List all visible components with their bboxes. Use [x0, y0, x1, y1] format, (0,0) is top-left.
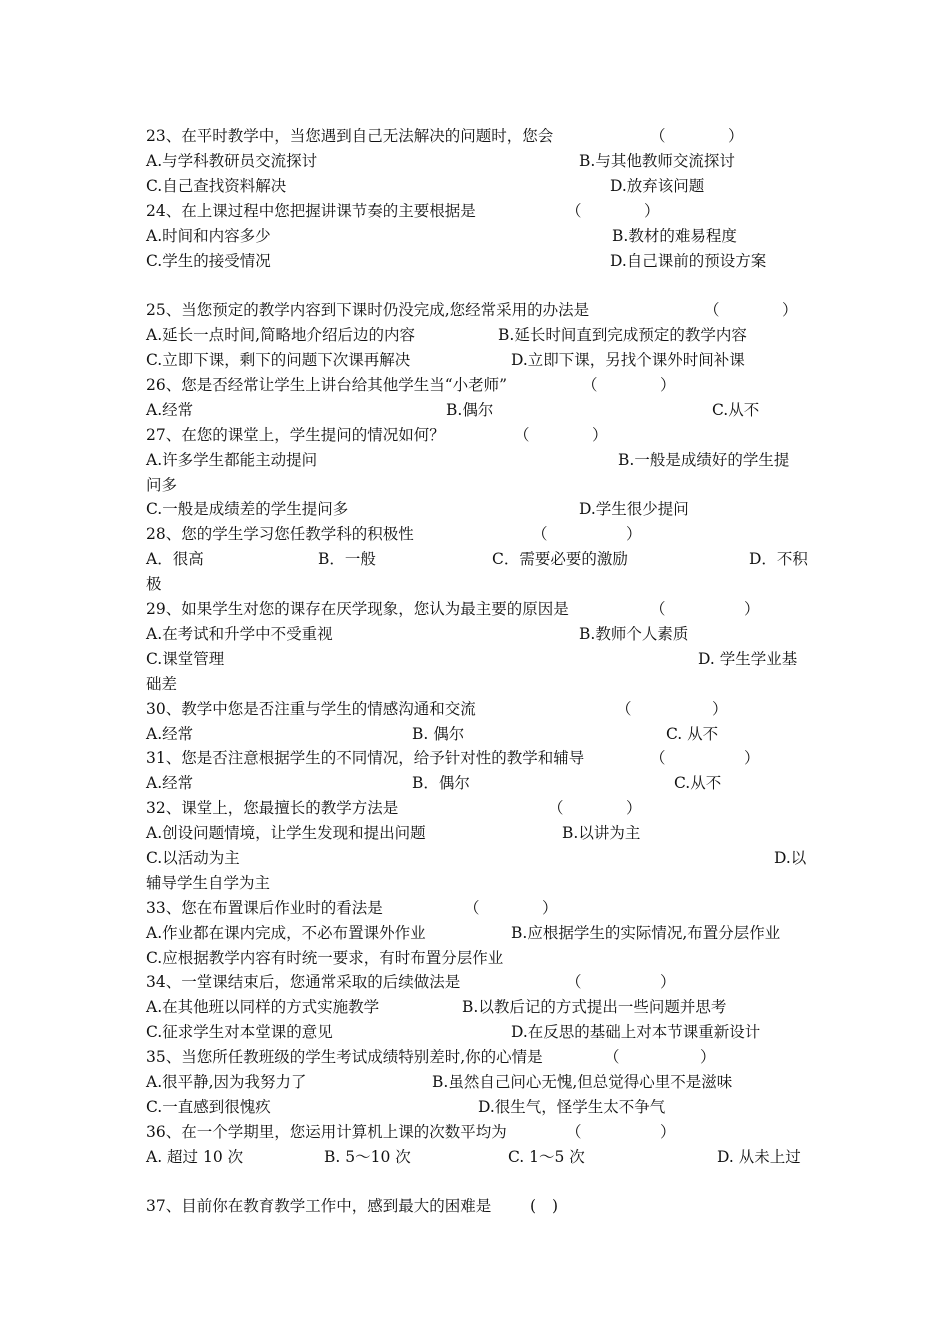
text-line-16: ） [782, 301, 798, 319]
text-line-37: ） [626, 525, 642, 543]
text-line-45: ） [744, 600, 760, 618]
text-line-28: （ [514, 426, 530, 444]
text-line-4: B.与其他教师交流探讨 [579, 152, 735, 170]
text-line-2: ） [728, 127, 744, 145]
text-line-8: （ [566, 202, 582, 220]
text-line-80: A.在其他班以同样的方式实施教学 [146, 998, 380, 1016]
text-line-61: B．偶尔 [412, 774, 470, 792]
text-line-35: 28、您的学生学习您任教学科的积极性 [146, 525, 414, 543]
text-line-95: B. 5～10 次 [324, 1148, 411, 1166]
text-line-67: B.以讲为主 [562, 824, 641, 842]
text-line-36: （ [532, 525, 548, 543]
text-line-19: C.立即下课，剩下的问题下次课再解决 [146, 351, 411, 369]
text-line-39: B．一般 [318, 550, 376, 568]
text-line-27: 27、在您的课堂上，学生提问的情况如何？ [146, 426, 445, 444]
text-line-40: C．需要必要的激励 [492, 550, 628, 568]
text-line-10: A.时间和内容多少 [146, 227, 271, 245]
text-line-34: D.学生很少提问 [579, 500, 689, 518]
text-line-76: C.应根据教学内容有时统一要求，有时布置分层作业 [146, 949, 504, 967]
text-line-63: 32、课堂上，您最擅长的教学方法是 [146, 799, 399, 817]
text-line-75: B.应根据学生的实际情况,布置分层作业 [511, 924, 781, 942]
text-line-84: 35、当您所任教班级的学生考试成绩特别差时,你的心情是 [146, 1048, 543, 1066]
text-line-57: 31、您是否注意根据学生的不同情况，给予针对性的教学和辅导 [146, 749, 585, 767]
text-line-83: D.在反思的基础上对本节课重新设计 [511, 1023, 761, 1041]
text-line-60: A.经常 [146, 774, 194, 792]
text-line-14: 25、当您预定的教学内容到下课时仍没完成,您经常采用的办法是 [146, 301, 590, 319]
text-line-79: ） [660, 973, 676, 991]
text-line-30: A.许多学生都能主动提问 [146, 451, 318, 469]
text-line-3: A.与学科教研员交流探讨 [146, 152, 318, 170]
text-line-13: D.自己课前的预设方案 [610, 252, 767, 270]
text-line-55: B. 偶尔 [412, 725, 465, 743]
text-line-29: ） [592, 426, 608, 444]
text-line-53: ） [712, 700, 728, 718]
text-line-73: ） [542, 899, 558, 917]
text-line-23: ） [660, 376, 676, 394]
text-line-11: B.教材的难易程度 [612, 227, 737, 245]
text-line-31: B.一般是成绩好的学生提 [618, 451, 790, 469]
text-line-94: A. 超过 10 次 [146, 1148, 244, 1166]
text-line-48: C.课堂管理 [146, 650, 225, 668]
text-line-70: 辅导学生自学为主 [146, 874, 271, 892]
text-line-100: ) [552, 1197, 559, 1215]
text-line-1: （ [650, 127, 666, 145]
text-line-71: 33、您在布置课后作业时的看法是 [146, 899, 383, 917]
text-line-17: A.延长一点时间,简略地介绍后边的内容 [146, 326, 416, 344]
text-line-90: D.很生气，怪学生太不争气 [478, 1098, 666, 1116]
text-line-98: 37、目前你在教育教学工作中，感到最大的困难是 [146, 1197, 492, 1215]
text-line-86: ） [700, 1048, 716, 1066]
text-line-64: （ [548, 799, 564, 817]
text-line-89: C.一直感到很愧疚 [146, 1098, 271, 1116]
text-line-54: A.经常 [146, 725, 194, 743]
text-line-99: ( [530, 1197, 537, 1215]
text-line-21: 26、您是否经常让学生上讲台给其他学生当“小老师” [146, 376, 508, 394]
text-line-26: C.从不 [712, 401, 760, 419]
text-line-41: D．不积 [749, 550, 808, 568]
text-line-65: ） [626, 799, 642, 817]
text-line-33: C.一般是成绩差的学生提问多 [146, 500, 349, 518]
text-line-78: （ [566, 973, 582, 991]
text-line-97: D. 从未上过 [717, 1148, 801, 1166]
text-line-7: 24、在上课过程中您把握讲课节奏的主要根据是 [146, 202, 476, 220]
text-line-69: D.以 [774, 849, 807, 867]
text-line-77: 34、一堂课结束后，您通常采取的后续做法是 [146, 973, 461, 991]
text-line-43: 29、如果学生对您的课存在厌学现象，您认为最主要的原因是 [146, 600, 569, 618]
text-line-46: A.在考试和升学中不受重视 [146, 625, 333, 643]
text-line-6: D.放弃该问题 [610, 177, 705, 195]
text-line-24: A.经常 [146, 401, 194, 419]
text-line-62: C.从不 [674, 774, 722, 792]
text-line-91: 36、在一个学期里，您运用计算机上课的次数平均为 [146, 1123, 507, 1141]
text-line-51: 30、教学中您是否注重与学生的情感沟通和交流 [146, 700, 476, 718]
text-line-49: D. 学生学业基 [698, 650, 798, 668]
text-line-72: （ [464, 899, 480, 917]
text-line-9: ） [644, 202, 660, 220]
text-line-12: C.学生的接受情况 [146, 252, 271, 270]
text-line-81: B.以教后记的方式提出一些问题并思考 [462, 998, 727, 1016]
text-line-22: （ [582, 376, 598, 394]
text-line-56: C. 从不 [666, 725, 719, 743]
text-line-92: （ [566, 1123, 582, 1141]
text-line-5: C.自己查找资料解决 [146, 177, 287, 195]
text-line-66: A.创设问题情境，让学生发现和提出问题 [146, 824, 426, 842]
text-line-58: （ [650, 749, 666, 767]
text-line-38: A．很高 [146, 550, 204, 568]
text-line-15: （ [704, 301, 720, 319]
text-line-88: B.虽然自己问心无愧,但总觉得心里不是滋味 [432, 1073, 733, 1091]
text-line-44: （ [650, 600, 666, 618]
text-line-82: C.征求学生对本堂课的意见 [146, 1023, 333, 1041]
text-line-25: B.偶尔 [446, 401, 494, 419]
text-line-47: B.教师个人素质 [579, 625, 689, 643]
text-line-32: 问多 [146, 476, 178, 494]
text-line-74: A.作业都在课内完成，不必布置课外作业 [146, 924, 426, 942]
text-line-68: C.以活动为主 [146, 849, 240, 867]
text-line-52: （ [616, 700, 632, 718]
text-line-85: （ [604, 1048, 620, 1066]
text-line-50: 础差 [146, 675, 178, 693]
text-line-87: A.很平静,因为我努力了 [146, 1073, 307, 1091]
text-line-18: B.延长时间直到完成预定的教学内容 [498, 326, 747, 344]
text-line-0: 23、在平时教学中，当您遇到自己无法解决的问题时，您会 [146, 127, 554, 145]
text-line-93: ） [660, 1123, 676, 1141]
text-line-20: D.立即下课，另找个课外时间补课 [511, 351, 745, 369]
text-line-59: ） [744, 749, 760, 767]
text-line-42: 极 [146, 575, 162, 593]
text-line-96: C. 1～5 次 [508, 1148, 585, 1166]
